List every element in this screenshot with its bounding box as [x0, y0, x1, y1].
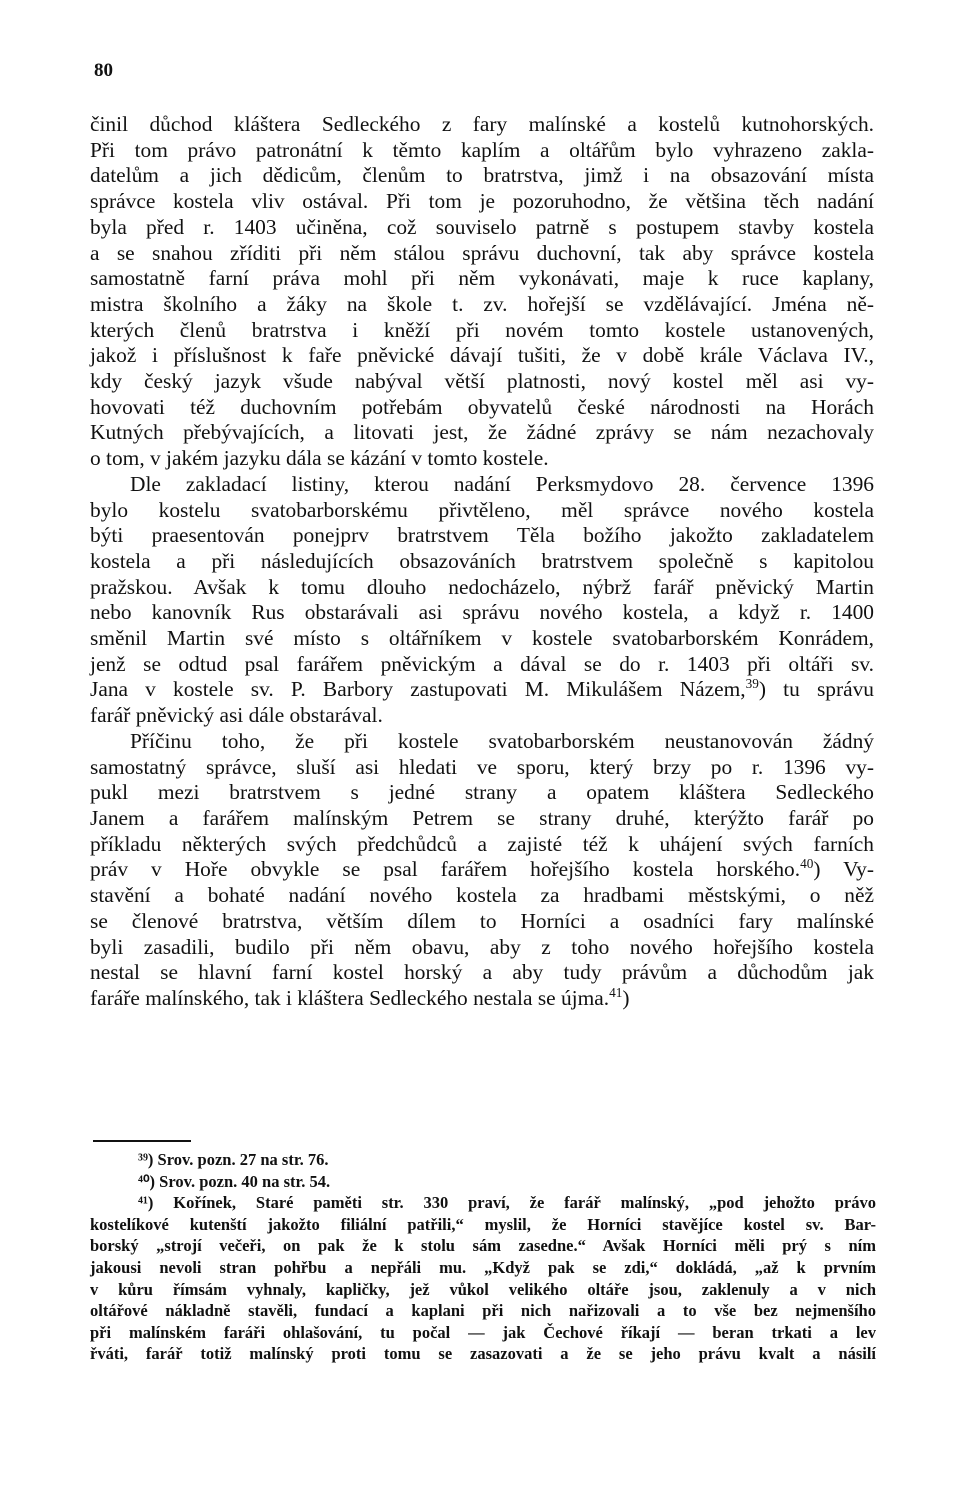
footnote-41-line: při malínském faráři ohlašování, tu počal — jak Čechové říkají — beran trkati a lev — [90, 1322, 876, 1342]
text-fragment: práv v Hoře obvykle se psal farářem hořejšího kostela horského. — [90, 857, 801, 882]
text-line: bylo kostelu svatobarborskému přivtěleno, měl správce nového kostela — [90, 497, 874, 522]
text-line: kterých členů bratrstva i kněží při novém tomto kostele ustanovených, — [90, 317, 874, 342]
text-fragment: ) Vy- — [813, 857, 874, 882]
footnote-41-line: v kůru římsám vyhnaly, kapličky, jež vůkol velikého oltáře jsou, zaklenuly a v nich — [90, 1279, 876, 1299]
text-line: Janem a farářem malínským Petrem se strany druhé, kterýžto farář po — [90, 805, 874, 830]
page-number: 80 — [94, 60, 113, 81]
footnote-ref-40: 40 — [800, 856, 814, 872]
text-line: býti praesentován ponejprv bratrstvem Těla božího jakožto zakladatelem — [90, 523, 874, 548]
text-line: hovovati též duchovním potřebám obyvatelů české národnosti na Horách — [90, 394, 874, 419]
text-line: mistra školního a žáky na škole t. zv. hořejší se vzdělávající. Jména ně- — [90, 291, 874, 316]
text-line: samostatně farní práva mohl při něm vykonávati, maje k ruce kaplany, — [90, 266, 874, 291]
text-line: Příčinu toho, že při kostele svatobarborském neustanovován žádný — [130, 728, 874, 753]
text-line: se členové bratrstva, větším dílem to Horníci a osadníci fary malínské — [90, 908, 874, 933]
footnote-ref-39: 39 — [745, 676, 759, 692]
text-fragment: ) — [622, 985, 630, 1010]
text-line: nebo kanovník Rus obstarávali asi správu nového kostela, a když r. 1400 — [90, 600, 874, 625]
footnotes — [90, 1149, 876, 1365]
text-line: datelům a jich dědicům, členům to bratrstva, jimž i na obsazování místa — [90, 163, 874, 188]
text-line: pukl mezi bratrstvem s jedné strany a opatem kláštera Sedleckého — [90, 780, 874, 805]
text-line: farář pněvický asi dále obstarával. — [90, 703, 383, 728]
text-line: správce kostela vliv ostával. Při tom je pozoruhodno, že většina těch nadání — [90, 189, 874, 214]
text-line: Dle zakladací listiny, kterou nadání Perksmydovo 28. července 1396 — [130, 471, 874, 496]
main-text — [90, 112, 874, 1012]
text-line: směnil Martin své místo s oltářníkem v kostele svatobarborském Konrádem, — [90, 626, 874, 651]
footnote-41-line: kostelíkové kutenští jakožto filiální patřili,“ myslil, že Horníci stavějíce kostel sv. Bar- — [90, 1214, 876, 1234]
footnote-divider — [93, 1140, 191, 1142]
text-line: Kutných přebývajících, a litovati jest, že žádné zprávy se nám nezachovaly — [90, 420, 874, 445]
footnote-41-line: řváti, farář totiž malínský proti tomu se zasazovati a že se jeho právu kvalt a násilí — [90, 1344, 876, 1364]
text-line-with-footnote-ref — [90, 857, 874, 883]
footnote-40: ⁴⁰) Srov. pozn. 40 na str. 54. — [138, 1171, 331, 1191]
text-line: nestal se hlavní farní kostel horský a aby tudy právům a důchodům jak — [90, 960, 874, 985]
footnote-41-line: oltářové nákladně stavěli, fundací a kaplani při nich nařizovali a to vše bez nejmenšího — [90, 1301, 876, 1321]
text-line: jakož i příslušnost k faře pněvické dávají tušiti, že v době krále Václava IV., — [90, 343, 874, 368]
text-line-with-footnote-ref — [90, 986, 874, 1012]
text-line: samostatný správce, sluší asi hledati ve sporu, který brzy po r. 1396 vy- — [90, 754, 874, 779]
text-line: pražskou. Avšak k tomu dlouho nedocházelo, nýbrž farář pněvický Martin — [90, 574, 874, 599]
text-line: jenž se odtud psal farářem pněvickým a dával se do r. 1403 při oltáři sv. — [90, 651, 874, 676]
text-fragment: faráře malínského, tak i kláštera Sedleckého nestala se újma. — [90, 985, 610, 1010]
text-line: kdy český jazyk všude nabýval větší platnosti, nový kostel měl asi vy- — [90, 369, 874, 394]
text-line: příkladu některých svých předchůdců a zajisté též k uhájení svých farních — [90, 831, 874, 856]
footnote-41-line: jakousi nevoli stran pohřbu a nepřáli mu. „Když pak se zdi,“ dokládá, „až k prvním — [90, 1257, 876, 1277]
text-line: byla před r. 1403 učiněna, což souviselo patrně s postupem stavby kostela — [90, 214, 874, 239]
footnote-41-line: borský „strojí večeři, on pak že k stolu sám zasedne.“ Avšak Horníci měli prý s ním — [90, 1236, 876, 1256]
text-line: činil důchod kláštera Sedleckého z fary malínské a kostelů kutnohorských. — [90, 112, 874, 136]
text-line-with-footnote-ref — [90, 677, 874, 703]
text-fragment: Jana v kostele sv. P. Barbory zastupovati M. Mikulášem Názem, — [90, 677, 746, 702]
text-line: a se snahou zříditi při něm stálou správu duchovní, tak aby správce kostela — [90, 240, 874, 265]
footnote-41-line: ⁴¹) Kořínek, Staré paměti str. 330 praví, že farář malínský, „pod jehožto právo — [138, 1193, 876, 1213]
text-line: Při tom právo patronátní k těmto kaplím a oltářům bylo vyhrazeno zakla- — [90, 137, 874, 162]
footnote-39: ³⁹) Srov. pozn. 27 na str. 76. — [138, 1150, 329, 1169]
text-line: kostela a při následujících obsazováních bratrstvem společně s kapitolou — [90, 548, 874, 573]
text-line: o tom, v jakém jazyku dála se kázání v tomto kostele. — [90, 446, 549, 471]
text-fragment: ) tu správu — [758, 677, 874, 702]
text-line: stavění a bohaté nadání nového kostela za hradbami městskými, o něž — [90, 883, 874, 908]
text-line: byli zasadili, budilo při něm obavu, aby z toho nového hořejšího kostela — [90, 934, 874, 959]
footnote-ref-41: 41 — [609, 984, 623, 1000]
